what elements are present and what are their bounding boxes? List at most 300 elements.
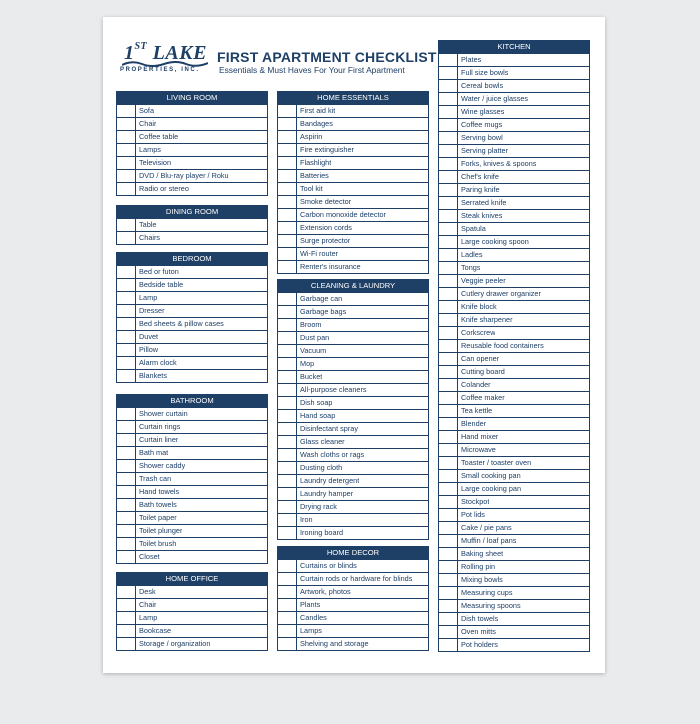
item-checkbox[interactable] <box>117 232 136 244</box>
item-label: Microwave <box>461 445 496 454</box>
item-checkbox[interactable] <box>439 496 458 508</box>
item-checkbox[interactable] <box>439 93 458 105</box>
item-checkbox[interactable] <box>117 638 136 650</box>
item-checkbox[interactable] <box>439 626 458 638</box>
page-subtitle: Essentials & Must Haves For Your First Apartment <box>219 65 405 75</box>
checklist-item <box>117 219 267 232</box>
checklist-item <box>117 434 267 447</box>
item-label: Measuring spoons <box>461 601 521 610</box>
checklist-item <box>117 586 267 599</box>
item-label: Toilet plunger <box>139 526 183 535</box>
item-checkbox[interactable] <box>117 105 136 117</box>
item-checkbox[interactable] <box>439 483 458 495</box>
item-checkbox[interactable] <box>278 293 297 305</box>
item-label: Cutting board <box>461 367 505 376</box>
item-label: Lamps <box>139 145 161 154</box>
checklist-item <box>117 447 267 460</box>
checklist-item <box>439 158 589 171</box>
item-label: Surge protector <box>300 236 351 245</box>
section-header-living-room: LIVING ROOM <box>117 92 267 105</box>
section-bathroom <box>116 394 268 564</box>
item-checkbox[interactable] <box>117 612 136 624</box>
checklist-item <box>278 170 428 183</box>
checklist-item <box>439 67 589 80</box>
section-header-bathroom: BATHROOM <box>117 395 267 408</box>
item-checkbox[interactable] <box>439 54 458 66</box>
item-checkbox[interactable] <box>278 462 297 474</box>
checklist-item <box>439 340 589 353</box>
item-checkbox[interactable] <box>117 586 136 598</box>
page-title: FIRST APARTMENT CHECKLIST <box>217 49 437 65</box>
item-label: First aid kit <box>300 106 336 115</box>
item-checkbox[interactable] <box>278 222 297 234</box>
checklist-item <box>439 145 589 158</box>
checklist-item <box>439 353 589 366</box>
section-header-dining-room: DINING ROOM <box>117 206 267 219</box>
checklist-item <box>117 157 267 170</box>
checklist-item <box>117 499 267 512</box>
item-label: Ladles <box>461 250 483 259</box>
item-checkbox[interactable] <box>439 613 458 625</box>
item-checkbox[interactable] <box>117 551 136 563</box>
item-label: Large cooking pan <box>461 484 522 493</box>
item-label: Wash cloths or rags <box>300 450 365 459</box>
item-checkbox[interactable] <box>278 306 297 318</box>
item-checkbox[interactable] <box>278 170 297 182</box>
checklist-item <box>278 462 428 475</box>
item-label: Serving bowl <box>461 133 503 142</box>
item-checkbox[interactable] <box>117 473 136 485</box>
item-label: Laundry detergent <box>300 476 360 485</box>
item-checkbox[interactable] <box>439 301 458 313</box>
item-checkbox[interactable] <box>278 436 297 448</box>
item-checkbox[interactable] <box>439 470 458 482</box>
checklist-item <box>117 318 267 331</box>
item-checkbox[interactable] <box>278 118 297 130</box>
item-checkbox[interactable] <box>439 236 458 248</box>
item-checkbox[interactable] <box>439 444 458 456</box>
item-checkbox[interactable] <box>278 144 297 156</box>
item-label: Curtain liner <box>139 435 179 444</box>
item-checkbox[interactable] <box>278 423 297 435</box>
checklist-item <box>439 548 589 561</box>
section-cleaning-laundry <box>277 279 429 540</box>
item-checkbox[interactable] <box>117 512 136 524</box>
item-label: Alarm clock <box>139 358 177 367</box>
item-label: Cutlery drawer organizer <box>461 289 541 298</box>
checklist-item <box>278 612 428 625</box>
logo-wordmark: 1ST LAKE <box>124 41 207 64</box>
checklist-item <box>439 54 589 67</box>
item-checkbox[interactable] <box>117 434 136 446</box>
item-checkbox[interactable] <box>439 249 458 261</box>
item-checkbox[interactable] <box>278 183 297 195</box>
checklist-item <box>439 496 589 509</box>
item-label: Chair <box>139 600 157 609</box>
item-checkbox[interactable] <box>117 318 136 330</box>
item-label: Toilet brush <box>139 539 177 548</box>
checklist-item <box>117 305 267 318</box>
item-checkbox[interactable] <box>117 183 136 195</box>
section-header-home-essentials: HOME ESSENTIALS <box>278 92 428 105</box>
item-checkbox[interactable] <box>278 261 297 273</box>
checklist-item <box>278 599 428 612</box>
item-checkbox[interactable] <box>278 586 297 598</box>
checklist-item <box>278 345 428 358</box>
section-home-decor <box>277 546 429 651</box>
checklist-item <box>439 509 589 522</box>
item-checkbox[interactable] <box>278 599 297 611</box>
checklist-item <box>439 392 589 405</box>
checklist-item <box>117 473 267 486</box>
item-checkbox[interactable] <box>439 210 458 222</box>
checklist-item <box>439 327 589 340</box>
checklist-item <box>278 625 428 638</box>
item-checkbox[interactable] <box>117 305 136 317</box>
checklist-item <box>439 587 589 600</box>
checklist-item <box>439 132 589 145</box>
item-label: Hand soap <box>300 411 336 420</box>
item-checkbox[interactable] <box>117 266 136 278</box>
checklist-item <box>278 514 428 527</box>
item-checkbox[interactable] <box>278 475 297 487</box>
item-label: Iron <box>300 515 313 524</box>
checklist-item <box>278 118 428 131</box>
item-checkbox[interactable] <box>439 639 458 651</box>
item-checkbox[interactable] <box>117 292 136 304</box>
item-checkbox[interactable] <box>117 408 136 420</box>
item-label: Trash can <box>139 474 172 483</box>
item-label: Bookcase <box>139 626 172 635</box>
item-checkbox[interactable] <box>439 67 458 79</box>
checklist-item <box>278 384 428 397</box>
checklist-item <box>439 275 589 288</box>
item-checkbox[interactable] <box>117 525 136 537</box>
item-checkbox[interactable] <box>278 319 297 331</box>
item-checkbox[interactable] <box>278 131 297 143</box>
item-checkbox[interactable] <box>117 344 136 356</box>
checklist-item <box>439 93 589 106</box>
checklist-item <box>117 612 267 625</box>
item-checkbox[interactable] <box>117 447 136 459</box>
item-label: Curtain rods or hardware for blinds <box>300 574 413 583</box>
item-label: Smoke detector <box>300 197 352 206</box>
item-checkbox[interactable] <box>117 370 136 382</box>
item-checkbox[interactable] <box>278 560 297 572</box>
item-checkbox[interactable] <box>117 170 136 182</box>
item-checkbox[interactable] <box>278 527 297 539</box>
item-checkbox[interactable] <box>439 535 458 547</box>
item-label: Closet <box>139 552 160 561</box>
item-label: Glass cleaner <box>300 437 345 446</box>
item-checkbox[interactable] <box>439 418 458 430</box>
checklist-item <box>278 319 428 332</box>
item-checkbox[interactable] <box>278 410 297 422</box>
item-checkbox[interactable] <box>439 379 458 391</box>
checklist-item <box>439 288 589 301</box>
item-label: Mop <box>300 359 315 368</box>
item-label: Tea kettle <box>461 406 493 415</box>
checklist-item <box>278 488 428 501</box>
checklist-item <box>439 223 589 236</box>
item-checkbox[interactable] <box>117 157 136 169</box>
item-label: Desk <box>139 587 156 596</box>
checklist-item <box>439 600 589 613</box>
item-checkbox[interactable] <box>278 332 297 344</box>
item-checkbox[interactable] <box>278 449 297 461</box>
item-checkbox[interactable] <box>439 353 458 365</box>
item-label: Serving platter <box>461 146 509 155</box>
item-checkbox[interactable] <box>117 118 136 130</box>
checklist-item <box>439 405 589 418</box>
item-label: Garbage can <box>300 294 343 303</box>
checklist-item <box>439 613 589 626</box>
item-checkbox[interactable] <box>278 501 297 513</box>
item-label: Batteries <box>300 171 329 180</box>
checklist-item <box>439 626 589 639</box>
item-checkbox[interactable] <box>439 132 458 144</box>
item-label: Shelving and storage <box>300 639 369 648</box>
item-checkbox[interactable] <box>439 561 458 573</box>
item-label: Full size bowls <box>461 68 509 77</box>
item-label: Colander <box>461 380 491 389</box>
item-checkbox[interactable] <box>117 538 136 550</box>
item-label: Spatula <box>461 224 486 233</box>
item-checkbox[interactable] <box>278 625 297 637</box>
checklist-item <box>278 131 428 144</box>
checklist-item <box>117 183 267 196</box>
item-label: Blankets <box>139 371 167 380</box>
checklist-item <box>439 639 589 652</box>
item-checkbox[interactable] <box>439 327 458 339</box>
item-checkbox[interactable] <box>117 421 136 433</box>
item-label: Pot lids <box>461 510 485 519</box>
checklist-item <box>117 408 267 421</box>
checklist-item <box>278 261 428 274</box>
item-label: Plates <box>461 55 482 64</box>
item-checkbox[interactable] <box>278 573 297 585</box>
item-checkbox[interactable] <box>117 357 136 369</box>
item-checkbox[interactable] <box>278 196 297 208</box>
item-checkbox[interactable] <box>439 184 458 196</box>
checklist-item <box>117 105 267 118</box>
item-label: Dish soap <box>300 398 333 407</box>
checklist-item <box>439 535 589 548</box>
item-checkbox[interactable] <box>439 171 458 183</box>
checklist-item <box>439 236 589 249</box>
item-checkbox[interactable] <box>278 612 297 624</box>
checklist-item <box>278 475 428 488</box>
item-label: Cake / pie pans <box>461 523 512 532</box>
item-checkbox[interactable] <box>278 157 297 169</box>
item-label: DVD / Blu-ray player / Roku <box>139 171 229 180</box>
item-checkbox[interactable] <box>439 509 458 521</box>
checklist-item <box>439 418 589 431</box>
item-label: Shower caddy <box>139 461 186 470</box>
item-checkbox[interactable] <box>439 522 458 534</box>
checklist-item <box>278 371 428 384</box>
checklist-item <box>278 157 428 170</box>
item-label: Curtains or blinds <box>300 561 357 570</box>
item-checkbox[interactable] <box>439 587 458 599</box>
item-checkbox[interactable] <box>278 488 297 500</box>
item-checkbox[interactable] <box>439 392 458 404</box>
item-checkbox[interactable] <box>278 384 297 396</box>
item-checkbox[interactable] <box>439 275 458 287</box>
checklist-item <box>439 470 589 483</box>
item-label: Veggie peeler <box>461 276 506 285</box>
checklist-item <box>439 379 589 392</box>
item-label: Bedside table <box>139 280 184 289</box>
checklist-item <box>117 599 267 612</box>
item-label: Hand mixer <box>461 432 499 441</box>
item-checkbox[interactable] <box>439 314 458 326</box>
item-label: Drying rack <box>300 502 337 511</box>
item-label: Chairs <box>139 233 161 242</box>
checklist-item <box>117 118 267 131</box>
item-checkbox[interactable] <box>278 248 297 260</box>
section-living-room <box>116 91 268 196</box>
item-checkbox[interactable] <box>278 514 297 526</box>
item-label: Muffin / loaf pans <box>461 536 517 545</box>
section-header-kitchen: KITCHEN <box>439 41 589 54</box>
checklist-item <box>278 332 428 345</box>
item-label: Tool kit <box>300 184 323 193</box>
item-checkbox[interactable] <box>439 574 458 586</box>
checklist-item <box>117 232 267 245</box>
item-checkbox[interactable] <box>439 119 458 131</box>
checklist-item <box>117 421 267 434</box>
item-checkbox[interactable] <box>439 158 458 170</box>
checklist-item <box>278 183 428 196</box>
checklist-item <box>439 80 589 93</box>
section-header-home-decor: HOME DECOR <box>278 547 428 560</box>
item-label: Large cooking spoon <box>461 237 529 246</box>
section-kitchen <box>438 40 590 652</box>
item-label: Oven mitts <box>461 627 496 636</box>
item-checkbox[interactable] <box>439 457 458 469</box>
item-checkbox[interactable] <box>117 625 136 637</box>
checklist-item <box>439 184 589 197</box>
checklist-item <box>117 131 267 144</box>
item-label: Small cooking pan <box>461 471 521 480</box>
checklist-item <box>117 525 267 538</box>
item-label: Fire extinguisher <box>300 145 354 154</box>
checklist-item <box>117 144 267 157</box>
item-checkbox[interactable] <box>117 499 136 511</box>
checklist-item <box>439 522 589 535</box>
item-label: Coffee mugs <box>461 120 503 129</box>
item-label: Chef's knife <box>461 172 499 181</box>
item-label: Lamp <box>139 613 158 622</box>
checklist-item <box>278 293 428 306</box>
item-checkbox[interactable] <box>439 366 458 378</box>
checklist-item <box>439 119 589 132</box>
item-label: Rolling pin <box>461 562 496 571</box>
checklist-item <box>117 638 267 651</box>
item-label: Pot holders <box>461 640 498 649</box>
item-checkbox[interactable] <box>117 460 136 472</box>
checklist-item <box>278 306 428 319</box>
item-checkbox[interactable] <box>439 80 458 92</box>
item-checkbox[interactable] <box>278 358 297 370</box>
item-checkbox[interactable] <box>278 397 297 409</box>
checklist-item <box>278 222 428 235</box>
section-header-bedroom: BEDROOM <box>117 253 267 266</box>
item-label: Curtain rings <box>139 422 181 431</box>
checklist-item <box>439 301 589 314</box>
item-checkbox[interactable] <box>278 345 297 357</box>
checklist-item <box>117 170 267 183</box>
item-label: Blender <box>461 419 487 428</box>
item-checkbox[interactable] <box>439 600 458 612</box>
item-label: Disinfectant spray <box>300 424 358 433</box>
item-label: Water / juice glasses <box>461 94 529 103</box>
item-label: Reusable food containers <box>461 341 544 350</box>
item-checkbox[interactable] <box>439 197 458 209</box>
item-checkbox[interactable] <box>278 209 297 221</box>
item-label: Coffee maker <box>461 393 505 402</box>
item-label: Carbon monoxide detector <box>300 210 386 219</box>
item-checkbox[interactable] <box>117 131 136 143</box>
item-checkbox[interactable] <box>439 288 458 300</box>
checklist-item <box>439 431 589 444</box>
checklist-item <box>278 410 428 423</box>
checklist-item <box>278 209 428 222</box>
item-label: Dusting cloth <box>300 463 343 472</box>
checklist-item <box>278 358 428 371</box>
item-checkbox[interactable] <box>439 145 458 157</box>
checklist-item <box>439 314 589 327</box>
item-checkbox[interactable] <box>278 235 297 247</box>
item-checkbox[interactable] <box>439 223 458 235</box>
item-label: Knife block <box>461 302 497 311</box>
item-checkbox[interactable] <box>117 486 136 498</box>
checklist-item <box>278 449 428 462</box>
item-label: Baking sheet <box>461 549 504 558</box>
item-checkbox[interactable] <box>439 262 458 274</box>
item-label: Renter's insurance <box>300 262 361 271</box>
item-label: Measuring cups <box>461 588 513 597</box>
item-label: Bed sheets & pillow cases <box>139 319 224 328</box>
item-checkbox[interactable] <box>278 105 297 117</box>
checklist-item <box>117 292 267 305</box>
item-label: Dish towels <box>461 614 499 623</box>
item-checkbox[interactable] <box>117 279 136 291</box>
item-checkbox[interactable] <box>439 548 458 560</box>
item-checkbox[interactable] <box>117 599 136 611</box>
item-label: Serrated knife <box>461 198 507 207</box>
item-checkbox[interactable] <box>439 340 458 352</box>
item-label: Can opener <box>461 354 500 363</box>
item-checkbox[interactable] <box>117 144 136 156</box>
checklist-item <box>278 235 428 248</box>
checklist-item <box>117 331 267 344</box>
item-checkbox[interactable] <box>278 638 297 650</box>
item-label: Lamp <box>139 293 158 302</box>
item-checkbox[interactable] <box>117 331 136 343</box>
item-checkbox[interactable] <box>117 219 136 231</box>
item-label: Vacuum <box>300 346 327 355</box>
item-checkbox[interactable] <box>439 106 458 118</box>
item-label: Tongs <box>461 263 481 272</box>
checklist-item <box>278 397 428 410</box>
item-checkbox[interactable] <box>278 371 297 383</box>
item-checkbox[interactable] <box>439 405 458 417</box>
section-home-essentials <box>277 91 429 274</box>
item-checkbox[interactable] <box>439 431 458 443</box>
checklist-item <box>278 573 428 586</box>
